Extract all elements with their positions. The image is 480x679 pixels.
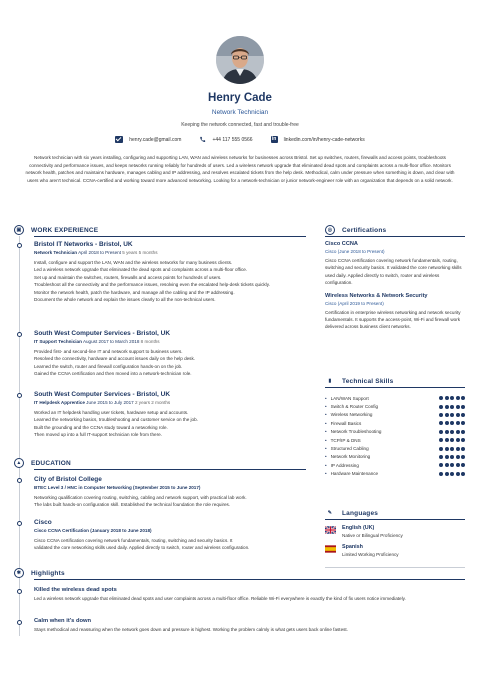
cert-title: Wireless Networks & Network Security bbox=[325, 292, 428, 299]
bullet: Learned the switch, router and firewall configuration hands-on on the job. bbox=[34, 363, 183, 369]
section-work-experience bbox=[14, 225, 98, 235]
skill-dot bbox=[461, 438, 465, 442]
skill-dot bbox=[456, 396, 460, 400]
skill-row bbox=[325, 394, 465, 402]
skill-name: • Network Monitoring bbox=[325, 454, 370, 459]
bullet: Then moved up into a full IT-support technician role from there. bbox=[34, 432, 162, 438]
timeline-dot bbox=[17, 478, 22, 483]
certification-entry bbox=[325, 241, 465, 287]
section-title: WORK EXPERIENCE bbox=[31, 226, 99, 234]
skill-dot bbox=[456, 447, 460, 451]
skill-level-dots bbox=[439, 396, 465, 400]
timeline-dot bbox=[17, 332, 22, 337]
skill-dot bbox=[456, 438, 460, 442]
degree-meta: Cisco CCNA Certification (January 2018 to June 2018) bbox=[34, 528, 152, 533]
skill-name: • Wireless Networking bbox=[325, 412, 372, 417]
cert-title: Cisco CCNA bbox=[325, 241, 358, 247]
skill-dot bbox=[450, 472, 454, 476]
skill-dot bbox=[450, 455, 454, 459]
job-meta: Network Technician April 2018 to Present 5 years 5 months bbox=[34, 250, 158, 255]
briefcase-icon: ▣ bbox=[14, 225, 24, 235]
skill-level-dots bbox=[439, 463, 465, 467]
skill-dot bbox=[456, 472, 460, 476]
timeline-dot bbox=[17, 589, 22, 594]
job-company: South West Computer Services - Bristol, UK bbox=[34, 330, 171, 337]
avatar bbox=[216, 36, 264, 84]
job-company: South West Computer Services - Bristol, UK bbox=[34, 391, 171, 398]
language-level: Limited Working Proficiency bbox=[342, 552, 399, 557]
language-level: Native or Bilingual Proficiency bbox=[342, 533, 403, 538]
skill-dot bbox=[445, 413, 449, 417]
skill-name: • Structured Cabling bbox=[325, 446, 369, 451]
skill-dot bbox=[445, 447, 449, 451]
skill-dot bbox=[461, 463, 465, 467]
phone-icon bbox=[199, 136, 206, 143]
skill-dot bbox=[461, 396, 465, 400]
skill-dot bbox=[439, 472, 443, 476]
bar-chart-icon: ▮ bbox=[325, 376, 335, 386]
skill-dot bbox=[450, 463, 454, 467]
skill-row bbox=[325, 470, 465, 478]
highlight-desc: Stays methodical and reassuring when the network goes down and pressure is highest. Working the problem calmly is what gets users back online fastest. bbox=[34, 627, 348, 632]
skill-name: • Switch & Router Config bbox=[325, 404, 378, 409]
skill-dot bbox=[461, 447, 465, 451]
skill-row bbox=[325, 461, 465, 469]
education-entry bbox=[34, 476, 306, 509]
skill-row bbox=[325, 444, 465, 452]
skill-dot bbox=[456, 455, 460, 459]
skill-dot bbox=[450, 396, 454, 400]
section-title: Languages bbox=[342, 509, 379, 517]
skill-name: • TCP/IP & DNS bbox=[325, 438, 361, 443]
section-education bbox=[14, 458, 71, 468]
section-technical-skills bbox=[325, 376, 394, 386]
skill-dot bbox=[439, 413, 443, 417]
skill-dot bbox=[439, 430, 443, 434]
skill-row bbox=[325, 453, 465, 461]
skill-dot bbox=[456, 421, 460, 425]
bullet: Troubleshoot all the connectivity and the performance issues, resolving even the escalated help-desk tickets quickly. bbox=[34, 282, 270, 288]
skill-dot bbox=[461, 405, 465, 409]
skill-dot bbox=[456, 463, 460, 467]
skill-dot bbox=[461, 472, 465, 476]
skill-dot bbox=[450, 405, 454, 409]
skill-dot bbox=[439, 447, 443, 451]
linkedin-icon: in bbox=[271, 136, 277, 142]
languages-list bbox=[325, 525, 465, 563]
degree-meta: BTEC Level 3 / HNC in Computer Networking (September 2015 to June 2017) bbox=[34, 485, 201, 490]
mail-icon bbox=[115, 136, 123, 143]
section-rule bbox=[34, 469, 306, 470]
highlight-entry bbox=[34, 618, 462, 633]
phone-text[interactable]: +44 117 555 0566 bbox=[212, 136, 253, 143]
bullet: Networking qualification covering routing, switching, cabling and network support, with practical lab work. bbox=[34, 495, 247, 500]
certifications-list bbox=[325, 241, 465, 331]
section-certifications bbox=[325, 225, 386, 235]
bullet: Monitor the network health, patch the hardware, and manage all the cabling and the IP addressing. bbox=[34, 289, 235, 295]
bullet: Learned the networking basics, troubleshooting and customer service on the job. bbox=[34, 417, 198, 423]
skill-row bbox=[325, 402, 465, 410]
skill-dot bbox=[445, 421, 449, 425]
highlight-title: Killed the wireless dead spots bbox=[34, 587, 117, 593]
cert-desc: Certification in enterprise wireless networking and network security fundamentals. It supports the access-point, Wi-Fi and firewall work delivered across business client networks. bbox=[325, 309, 461, 330]
linkedin-text[interactable]: linkedin.com/in/henry-cade-networks bbox=[283, 136, 365, 143]
job-entry bbox=[34, 241, 306, 303]
skill-dot bbox=[445, 438, 449, 442]
contact-linkedin[interactable] bbox=[271, 136, 365, 143]
job-entry bbox=[34, 391, 306, 439]
skill-dot bbox=[439, 455, 443, 459]
language-name: Spanish bbox=[342, 544, 363, 550]
skill-name: • Network Troubleshooting bbox=[325, 429, 381, 434]
timeline-dot bbox=[17, 620, 22, 625]
section-languages bbox=[325, 508, 378, 518]
star-icon: ✱ bbox=[14, 568, 24, 578]
skill-dot bbox=[445, 396, 449, 400]
bullet: Built the grounding and the CCNA study toward a networking role. bbox=[34, 424, 168, 430]
job-meta: IT Support Technician August 2017 to March 2018 8 months bbox=[34, 339, 160, 344]
language-name: English (UK) bbox=[342, 525, 375, 531]
skill-dot bbox=[439, 421, 443, 425]
spain-flag-icon bbox=[325, 545, 336, 553]
bullet: Worked an IT helpdesk handling user tickets, hardware setup and accounts. bbox=[34, 410, 189, 415]
school-name: Cisco bbox=[34, 519, 52, 526]
candidate-name: Henry Cade bbox=[208, 92, 272, 104]
language-entry bbox=[325, 525, 465, 538]
highlight-title: Calm when it's down bbox=[34, 618, 92, 624]
skill-dot bbox=[450, 447, 454, 451]
education-entry bbox=[34, 519, 306, 552]
section-rule bbox=[325, 236, 465, 237]
skill-dot bbox=[450, 413, 454, 417]
skill-dot bbox=[456, 405, 460, 409]
language-entry bbox=[325, 544, 465, 557]
bullet: Resolved the connectivity, hardware and account issues daily on the help desk. bbox=[34, 356, 196, 362]
job-bullets bbox=[34, 348, 306, 378]
uk-flag-icon bbox=[325, 526, 336, 534]
section-rule bbox=[34, 236, 306, 237]
bullet: Provided first- and second-line IT and network support to business users. bbox=[34, 349, 183, 354]
skill-dot bbox=[439, 405, 443, 409]
skill-row bbox=[325, 419, 465, 427]
section-title: Highlights bbox=[31, 569, 65, 577]
skill-level-dots bbox=[439, 413, 465, 417]
contact-bar bbox=[0, 136, 480, 143]
section-rule bbox=[325, 387, 465, 388]
skill-level-dots bbox=[439, 438, 465, 442]
skill-dot bbox=[450, 438, 454, 442]
section-rule bbox=[34, 579, 465, 580]
skill-level-dots bbox=[439, 447, 465, 451]
skill-name: • LAN/WAN Support bbox=[325, 396, 369, 401]
skill-dot bbox=[461, 413, 465, 417]
skills-list bbox=[325, 394, 465, 478]
skill-dot bbox=[456, 413, 460, 417]
cert-desc: Cisco CCNA certification covering network fundamentals, routing, switching and security basics. It validated the core networking skills used daily. Applied directly to switch, router and wireless configuration. bbox=[325, 258, 462, 286]
bullet: Document the whole network and explain the issues clearly to all the non-technical users. bbox=[34, 297, 216, 303]
skill-dot bbox=[450, 430, 454, 434]
skill-dot bbox=[439, 463, 443, 467]
bullet: Set up and maintain the switches, routers, firewalls and access points for hundreds of users. bbox=[34, 274, 222, 280]
bullet: Cisco CCNA certification covering network fundamentals, routing, switching and security basics. It bbox=[34, 538, 233, 543]
certification-entry bbox=[325, 293, 465, 331]
skill-level-dots bbox=[439, 405, 465, 409]
skill-dot bbox=[445, 463, 449, 467]
school-name: City of Bristol College bbox=[34, 476, 102, 483]
bullet: The labs built hands-on configuration skill. Established the technical foundation the role requires. bbox=[34, 502, 231, 508]
education-bullets bbox=[34, 494, 306, 509]
skill-dot bbox=[439, 396, 443, 400]
contact-phone[interactable] bbox=[199, 136, 252, 143]
skill-level-dots bbox=[439, 455, 465, 459]
section-title: Certifications bbox=[342, 226, 387, 234]
skill-dot bbox=[445, 472, 449, 476]
skill-level-dots bbox=[439, 430, 465, 434]
tagline: Keeping the network connected, fast and trouble-free bbox=[181, 122, 299, 128]
profile-summary: Network technician with six years installing, configuring and supporting LAN, WAN and wireless networks for businesses across Bristol. Set up switches, routers, firewalls and access points, troubleshoots connectivity and performance issues, and keeps networks running reliably for hundreds of users. Led a wireless network upgrade that eliminated dead spots and complaints across a multi-floor office. Monitors network health, patches and maintains hardware, manages cabling and IP addressing, and resolves escalated tickets from the help desk. Methodical, calm under pressure when something is down, and clear with users who aren't technical. CCNA-certified and working toward more advanced networking. Looking for a network-technician or junior network-engineer role with an organization that depends on a solid network. bbox=[25, 155, 455, 183]
skill-name: • Firewall Basics bbox=[325, 421, 361, 426]
section-title: EDUCATION bbox=[31, 459, 71, 467]
bullet: validated the core networking skills used daily. Applied directly to switch, router and wireless configuration. bbox=[34, 545, 250, 551]
section-rule bbox=[325, 567, 465, 568]
job-meta: IT Helpdesk Apprentice June 2015 to July 2017 2 years 2 months bbox=[34, 400, 171, 405]
highlight-desc: Led a wireless network upgrade that eliminated dead spots and user complaints across a multi-floor office. Reliable Wi-Fi everywhere is exactly the kind of fix users notice immediately. bbox=[34, 596, 406, 601]
job-bullets bbox=[34, 409, 306, 439]
graduation-cap-icon: ▲ bbox=[14, 458, 24, 468]
job-bullets bbox=[34, 259, 306, 303]
skill-dot bbox=[439, 438, 443, 442]
section-rule bbox=[325, 519, 465, 520]
email-text[interactable]: henry.cade@gmail.com bbox=[129, 136, 182, 143]
skill-dot bbox=[445, 455, 449, 459]
bullet: Gained the CCNA certification and then moved into a network-technician role. bbox=[34, 371, 192, 377]
section-highlights bbox=[14, 568, 65, 578]
education-bullets bbox=[34, 537, 306, 552]
skill-dot bbox=[450, 421, 454, 425]
highlight-entry bbox=[34, 587, 462, 602]
portrait-image bbox=[216, 36, 264, 84]
candidate-role: Network Technician bbox=[211, 109, 269, 116]
skill-row bbox=[325, 436, 465, 444]
skill-name: • IP Addressing bbox=[325, 463, 359, 468]
skill-dot bbox=[461, 421, 465, 425]
job-company: Bristol IT Networks - Bristol, UK bbox=[34, 241, 133, 248]
timeline-dot bbox=[17, 521, 22, 526]
section-title: Technical Skills bbox=[342, 377, 394, 385]
skill-dot bbox=[456, 430, 460, 434]
skill-name: • Hardware Maintenance bbox=[325, 471, 378, 476]
skill-level-dots bbox=[439, 421, 465, 425]
bullet: Led a wireless network upgrade that eliminated the dead spots and complaints across a multi-floor office. bbox=[34, 267, 248, 273]
skill-row bbox=[325, 428, 465, 436]
timeline-dot bbox=[17, 243, 22, 248]
cert-issuer: Cisco (April 2019 to Present) bbox=[325, 300, 384, 306]
skill-row bbox=[325, 411, 465, 419]
skill-dot bbox=[461, 430, 465, 434]
job-entry bbox=[34, 330, 306, 378]
skill-dot bbox=[445, 430, 449, 434]
translate-icon: ✎ bbox=[325, 508, 335, 518]
certificate-icon: ◎ bbox=[325, 225, 335, 235]
skill-dot bbox=[461, 455, 465, 459]
timeline-dot bbox=[17, 393, 22, 398]
skill-dot bbox=[445, 405, 449, 409]
cert-issuer: Cisco (June 2018 to Present) bbox=[325, 249, 385, 254]
skill-level-dots bbox=[439, 472, 465, 476]
contact-email[interactable] bbox=[115, 136, 181, 143]
bullet: Install, configure and support the LAN, WAN and the wireless networks for many business clients. bbox=[34, 260, 233, 265]
